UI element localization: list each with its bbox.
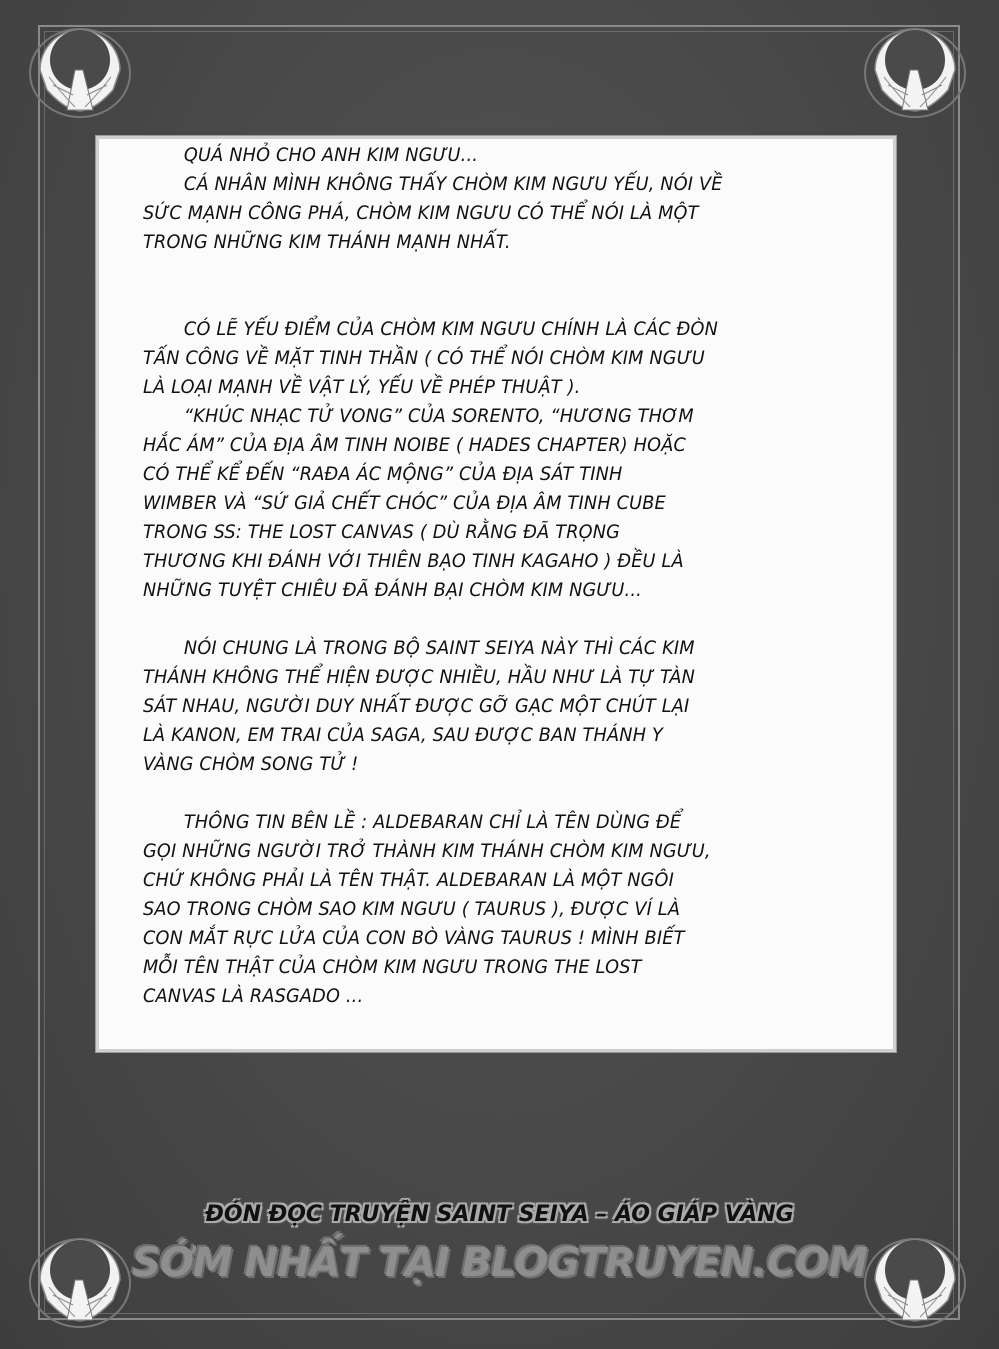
text-line: SAO TRONG CHÒM SAO KIM NGƯU ( TAURUS ), ĐƯỢC VÍ LÀ: [143, 898, 681, 920]
text-section: [143, 315, 883, 605]
text-line: GỌI NHỮNG NGƯỜI TRỞ THÀNH KIM THÁNH CHÒM KIM NGƯU,: [143, 840, 711, 862]
text-line: WIMBER VÀ “SỨ GIẢ CHẾT CHÓC” CỦA ĐỊA ÂM TINH CUBE: [143, 492, 666, 514]
text-line: CON MẮT RỰC LỬA CỦA CON BÒ VÀNG TAURUS ! MÌNH BIẾT: [143, 927, 685, 949]
text-line: CÓ LẼ YẾU ĐIỂM CỦA CHÒM KIM NGƯU CHÍNH LÀ CÁC ĐÒN: [183, 318, 718, 340]
text-line: SỨC MẠNH CÔNG PHÁ, CHÒM KIM NGƯU CÓ THỂ NÓI LÀ MỘT: [143, 202, 699, 224]
text-line: HẮC ÁM” CỦA ĐỊA ÂM TINH NOIBE ( HADES CHAPTER) HOẶC: [143, 434, 687, 456]
text-line: TRONG NHỮNG KIM THÁNH MẠNH NHẤT.: [143, 231, 511, 253]
text-line: THƯƠNG KHI ĐÁNH VỚI THIÊN BẠO TINH KAGAHO ) ĐỀU LÀ: [143, 550, 684, 572]
text-line: TẤN CÔNG VỀ MẶT TINH THẦN ( CÓ THỂ NÓI CHÒM KIM NGƯU: [143, 347, 705, 369]
text-line: CÓ THỂ KỂ ĐẾN “RAĐA ÁC MỘNG” CỦA ĐỊA SÁT TINH: [143, 463, 623, 485]
text-line: VÀNG CHÒM SONG TỬ !: [143, 753, 359, 775]
text-line: THÁNH KHÔNG THỂ HIỆN ĐƯỢC NHIỀU, HẦU NHƯ LÀ TỰ TÀN: [143, 666, 696, 688]
text-line: LÀ LOẠI MẠNH VỀ VẬT LÝ, YẾU VỀ PHÉP THUẬT ).: [143, 376, 581, 398]
text-section: [143, 634, 883, 779]
eagle-emblem-icon: [860, 15, 970, 125]
text-line: CHỨ KHÔNG PHẢI LÀ TÊN THẬT. ALDEBARAN LÀ MỘT NGÔI: [143, 869, 675, 891]
text-line: NHỮNG TUYỆT CHIÊU ĐÃ ĐÁNH BẠI CHÒM KIM NGƯU...: [143, 579, 642, 601]
eagle-emblem-icon: [25, 15, 135, 125]
text-line: TRONG SS: THE LOST CANVAS ( DÙ RẰNG ĐÃ TRỌNG: [143, 521, 621, 543]
text-line: MỖI TÊN THẬT CỦA CHÒM KIM NGƯU TRONG THE LOST: [143, 956, 642, 978]
text-line: CANVAS LÀ RASGADO ...: [143, 985, 364, 1007]
text-panel: [96, 136, 896, 1052]
text-line: SÁT NHAU, NGƯỜI DUY NHẤT ĐƯỢC GỠ GẠC MỘT CHÚT LẠI: [143, 695, 690, 717]
article-text: [143, 141, 883, 1011]
watermark-site: SỚM NHẤT TẠI BLOGTRUYEN.COM: [131, 1240, 868, 1286]
text-section: [143, 808, 883, 1011]
text-line: THÔNG TIN BÊN LỀ : ALDEBARAN CHỈ LÀ TÊN DÙNG ĐỂ: [183, 811, 682, 833]
credit-line: ĐÓN ĐỌC TRUYỆN SAINT SEIYA – ÁO GIÁP VÀNG: [205, 1202, 794, 1227]
text-line: “KHÚC NHẠC TỬ VONG” CỦA SORENTO, “HƯƠNG THƠM: [183, 405, 694, 427]
text-line: QUÁ NHỎ CHO ANH KIM NGƯU...: [183, 144, 479, 166]
text-line: NÓI CHUNG LÀ TRONG BỘ SAINT SEIYA NÀY THÌ CÁC KIM: [183, 637, 695, 659]
text-section: [143, 141, 883, 257]
text-line: LÀ KANON, EM TRAI CỦA SAGA, SAU ĐƯỢC BAN THÁNH Y: [143, 724, 663, 746]
text-line: CÁ NHÂN MÌNH KHÔNG THẤY CHÒM KIM NGƯU YẾU, NÓI VỀ: [183, 173, 723, 195]
